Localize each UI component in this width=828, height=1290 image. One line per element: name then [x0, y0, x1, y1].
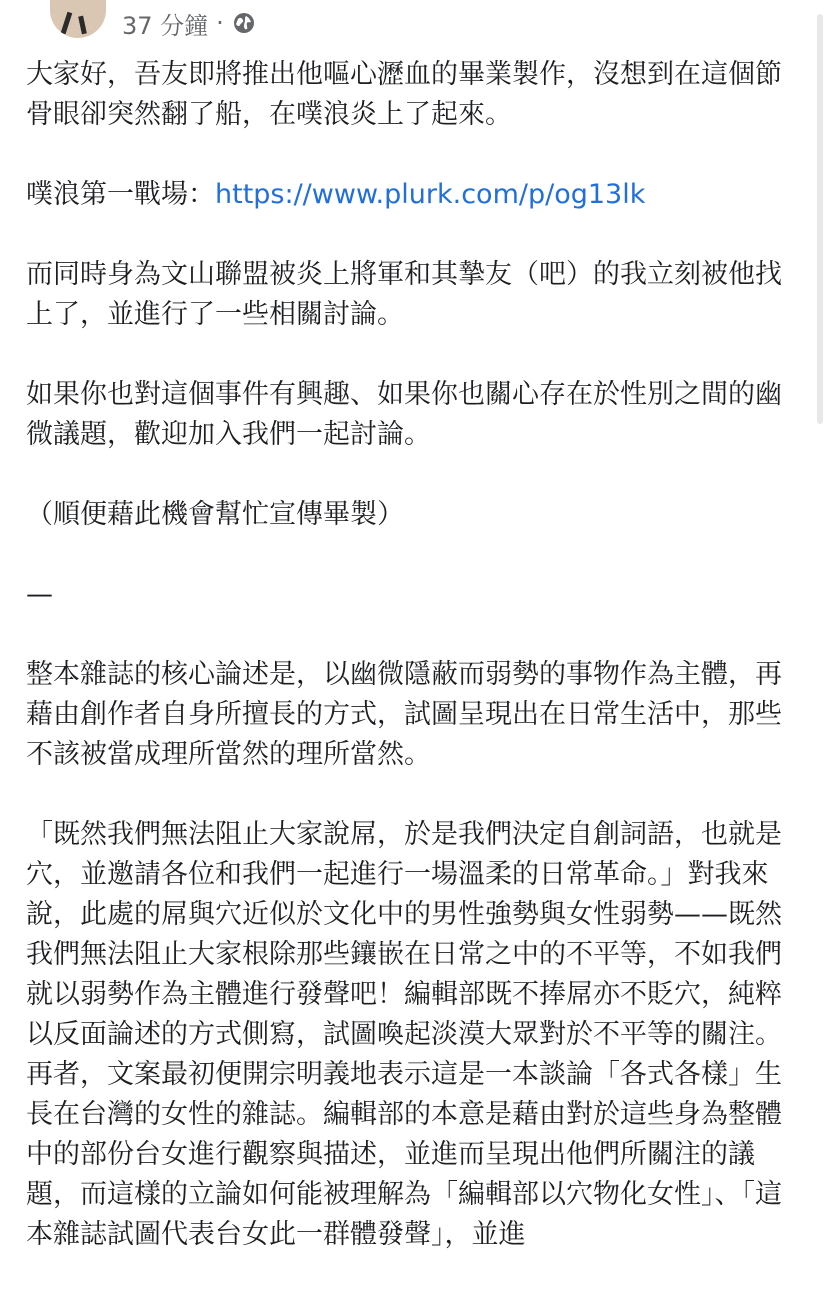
- avatar[interactable]: [50, 0, 106, 38]
- post-paragraph-link-line: [26, 175, 802, 215]
- post-paragraph: 整本雜誌的核心論述是，以幽微隱蔽而弱勢的事物作為主體，再藉由創作者自身所擅長的方式，試圖呈現出在日常生活中，那些不該被當成理所當然的理所當然。: [26, 659, 782, 770]
- post-paragraph: 「既然我們無法阻止大家說屌，於是我們決定自創詞語，也就是穴，並邀請各位和我們一起進行一場溫柔的日常革命。」對我來說，此處的屌與穴近似於文化中的男性強勢與女性弱勢——既然我們無法阻止大家根除那些鑲嵌在日常之中的不平等，不如我們就以弱勢作為主體進行發聲吧！編輯部既不捧屌亦不貶穴，純粹以反面論述的方式側寫，試圖喚起淡漠大眾對於不平等的關注。再者，文案最初便開宗明義地表示這是一本談論「各式各樣」生長在台灣的女性的雜誌。編輯部的本意是藉由對於這些身為整體中的部份台女進行觀察與描述，並進而呈現出他們所關注的議題，而這樣的立論如何能被理解為「編輯部以穴物化女性」、「這本雜誌試圖代表台女此一群體發聲」，並進: [26, 819, 782, 1250]
- plurk-link[interactable]: https://www.plurk.com/p/og13lk: [215, 179, 646, 210]
- post-header: [0, 0, 828, 48]
- post-paragraph: （順便藉此機會幫忙宣傳畢製）: [26, 499, 404, 530]
- divider-dash: —: [26, 579, 53, 610]
- post-paragraph: 如果你也對這個事件有興趣、如果你也關心存在於性別之間的幽微議題，歡迎加入我們一起討論。: [26, 379, 782, 450]
- globe-icon[interactable]: [232, 11, 256, 35]
- meta-separator: ·: [216, 9, 224, 37]
- post-body: [26, 55, 802, 1255]
- post-timestamp[interactable]: 37 分鐘: [122, 11, 209, 40]
- post-paragraph: 大家好，吾友即將推出他嘔心瀝血的畢業製作，沒想到在這個節骨眼卻突然翻了船，在噗浪炎上了起來。: [26, 59, 782, 130]
- post-meta: [122, 6, 256, 40]
- link-label: 噗浪第一戰場：: [26, 179, 215, 210]
- post-paragraph: 而同時身為文山聯盟被炎上將軍和其摯友（吧）的我立刻被他找上了，並進行了一些相關討論。: [26, 259, 782, 330]
- scrollbar[interactable]: [817, 14, 823, 424]
